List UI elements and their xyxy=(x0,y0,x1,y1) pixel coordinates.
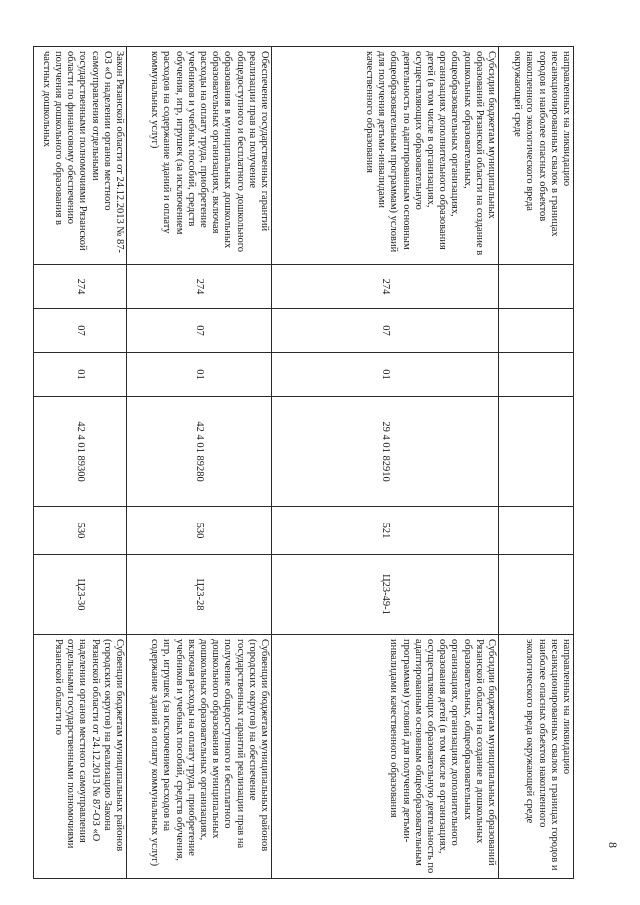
target-article-cell xyxy=(499,397,574,507)
expense-type-cell: 521 xyxy=(272,507,499,555)
table-row xyxy=(127,47,272,879)
purpose-code-cell xyxy=(499,555,574,635)
purpose-code-cell: Ц23-49-1 xyxy=(272,555,499,635)
page-number: 8 xyxy=(606,842,620,848)
purpose-description-cell: направленных на ликвидацию несанкционированных свалок в границах городов и наиболее опасных объектов накопленного экологического вреда окружающей среде xyxy=(499,635,574,879)
row-name-cell: направленных на ликвидацию несанкционированных свалок в границах городов и наиболее опасных объектов накопленного экологического вреда окружающей среде xyxy=(499,47,574,265)
purpose-code-cell: Ц23-30 xyxy=(34,555,127,635)
row-name-cell: Закон Рязанской области от 24.12.2013 № 87-ОЗ «О наделении органов местного самоуправления отдельными государственными полномочиями Рязанской области по финансовому обеспечению получения дошкольного образования в частных дошкольных xyxy=(34,47,127,265)
subsection-cell xyxy=(499,353,574,397)
section-cell: 07 xyxy=(34,309,127,353)
purpose-description-cell: Субвенции бюджетам муниципальных районов (городских округов) на обеспечение государственных гарантий реализации прав на получение общедоступного и бесплатного дошкольного образования в муниципальных дошкольных образовательных организациях, включая расходы на оплату труда, приобретение учебников и учебных пособий, средств обучения, игр, игрушек (за исключением расходов на содержание зданий и оплату коммунальных услуг) xyxy=(127,635,272,879)
purpose-code-cell: Ц23-28 xyxy=(127,555,272,635)
section-cell xyxy=(499,309,574,353)
target-article-cell: 29 4 01 82910 xyxy=(272,397,499,507)
table-row xyxy=(499,47,574,879)
section-cell: 07 xyxy=(272,309,499,353)
table-row xyxy=(272,47,499,879)
row-name-cell: Обеспечение государственных гарантий реализации прав на получение общедоступного и бесплатного дошкольного образования в муниципальных дошкольных образовательных организациях, включая расходы на оплату труда, приобретение учебников и учебных пособий, средств обучения, игр, игрушек (за исключением расходов на содержание зданий и оплату коммунальных услуг) xyxy=(127,47,272,265)
subsection-cell: 01 xyxy=(127,353,272,397)
expense-type-cell xyxy=(499,507,574,555)
target-article-cell: 42 4 01 89280 xyxy=(127,397,272,507)
row-name-cell: Субсидии бюджетам муниципальных образований Рязанской области на создание в дошкольных образовательных, общеобразовательных организациях, организациях дополнительного образования детей (в том числе в организациях, осуществляющих образовательную деятельность по адаптированным основным общеобразовательным программам) условий для получения детьми-инвалидами качественного образования xyxy=(272,47,499,265)
target-article-cell: 42 4 01 89300 xyxy=(34,397,127,507)
admin-code-cell: 274 xyxy=(34,265,127,309)
admin-code-cell: 274 xyxy=(272,265,499,309)
section-cell: 07 xyxy=(127,309,272,353)
purpose-description-cell: Субсидии бюджетам муниципальных образований Рязанской области на создание в дошкольных образовательных, общеобразовательных организациях, организациях дополнительного образования детей (в том числе в организациях, осуществляющих образовательную деятельность по адаптированным основным общеобразовательным программам) условий для получения детьми-инвалидами качественного образования xyxy=(272,635,499,879)
purpose-description-cell: Субвенции бюджетам муниципальных районов (городских округов) на реализацию Закона Рязанской области от 24.12.2013 № 87-ОЗ «О наделении органов местного самоуправления отдельными государственными полномочиями Рязанской области по xyxy=(34,635,127,879)
subsection-cell: 01 xyxy=(34,353,127,397)
expense-type-cell: 530 xyxy=(127,507,272,555)
admin-code-cell xyxy=(499,265,574,309)
subsection-cell: 01 xyxy=(272,353,499,397)
budget-table xyxy=(33,46,574,879)
table-row xyxy=(34,47,127,879)
admin-code-cell: 274 xyxy=(127,265,272,309)
expense-type-cell: 530 xyxy=(34,507,127,555)
